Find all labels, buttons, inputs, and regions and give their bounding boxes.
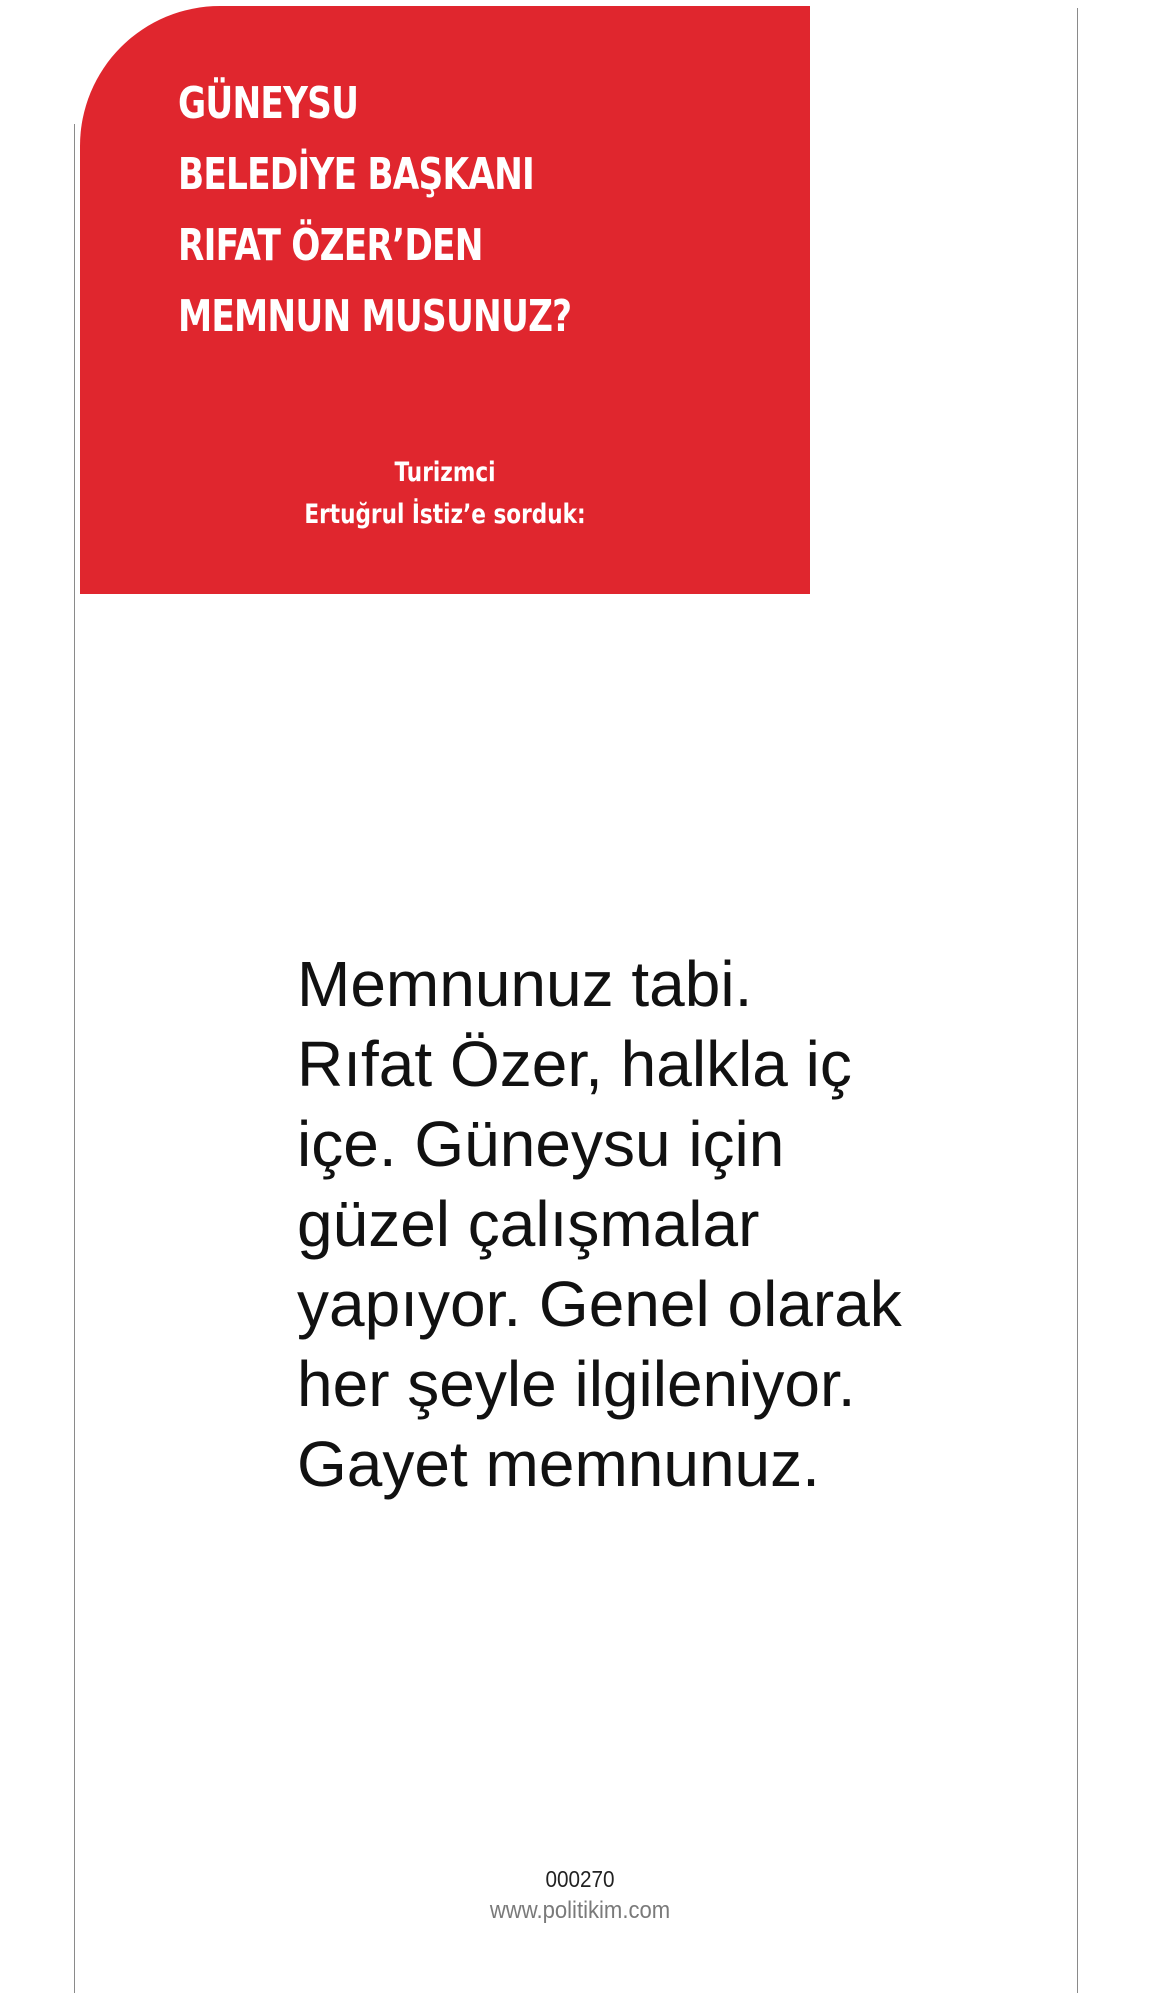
answer-line: içe. Güneysu için (297, 1108, 785, 1180)
headline (178, 68, 571, 352)
answer-text (297, 944, 937, 1504)
site-url: www.politikim.com (489, 1897, 671, 1924)
headline-line: GÜNEYSU (178, 78, 359, 129)
document-number: 000270 (545, 1866, 615, 1892)
answer-line: yapıyor. Genel olarak (297, 1268, 902, 1340)
headline-line: MEMNUN MUSUNUZ? (178, 291, 572, 342)
left-margin-rule (74, 124, 75, 1993)
headline-line: RIFAT ÖZER’DEN (178, 220, 483, 271)
answer-line: Rıfat Özer, halkla iç (297, 1028, 852, 1100)
answer-line: her şeyle ilgileniyor. (297, 1348, 856, 1420)
subtitle (80, 452, 810, 536)
answer-line: Gayet memnunuz. (297, 1428, 820, 1500)
headline-line: BELEDİYE BAŞKANI (178, 149, 535, 200)
right-margin-rule (1077, 8, 1078, 1993)
answer-line: Memnunuz tabi. (297, 948, 753, 1020)
answer-line: güzel çalışmalar (297, 1188, 760, 1260)
subtitle-line: Turizmci (394, 457, 496, 488)
subtitle-line: Ertuğrul İstiz’e sorduk: (304, 499, 586, 530)
footer (380, 1864, 780, 1928)
